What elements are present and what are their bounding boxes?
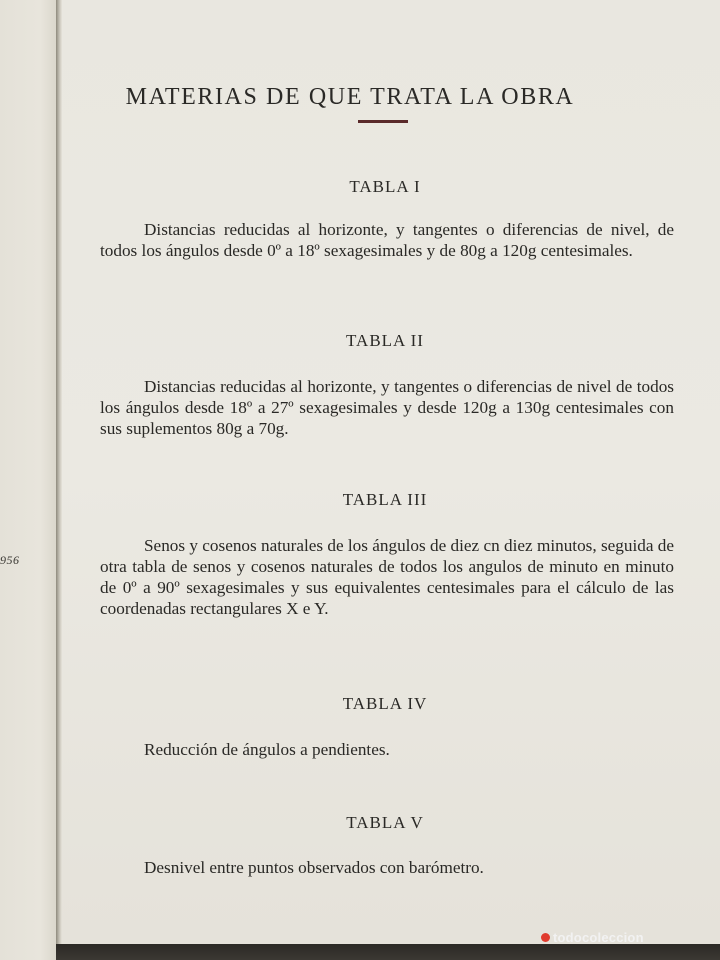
left-page-number: 956 xyxy=(0,553,20,567)
section-heading-tabla-5: TABLA V xyxy=(346,813,424,832)
section-heading-tabla-1: TABLA I xyxy=(349,177,421,196)
section-heading-tabla-3: TABLA III xyxy=(342,490,428,509)
book-page xyxy=(62,0,720,944)
section-heading-tabla-2: TABLA II xyxy=(346,331,424,350)
page-title: MATERIAS DE QUE TRATA LA OBRA xyxy=(125,84,575,110)
title-rule xyxy=(358,120,408,123)
section-text-tabla-4: Reducción de ángulos a pendientes. xyxy=(144,740,390,759)
todocoleccion-logo-icon xyxy=(541,933,550,942)
page-bottom-edge xyxy=(56,944,720,960)
watermark xyxy=(541,930,644,945)
section-text-tabla-2: Distancias reducidas al horizonte, y tangentes o diferencias de nivel de todos los ángulos desde 18º a 27º sexagesimales y desde 120g a 130g centesimales con sus suplementos 80g a 70g. xyxy=(100,377,674,438)
section-text-tabla-5: Desnivel entre puntos observados con barómetro. xyxy=(144,858,484,877)
watermark-text: todocoleccion xyxy=(553,930,644,945)
section-text-tabla-3: Senos y cosenos naturales de los ángulos de diez cn diez minutos, seguida de otra tabla de senos y cosenos naturales de todos los angulos de minuto en minuto de 0º a 90º sexagesimales y sus equivalentes centesimales para el cálculo de las coordenadas rectangulares X e Y. xyxy=(100,536,674,618)
section-heading-tabla-4: TABLA IV xyxy=(342,694,428,713)
section-text-tabla-1: Distancias reducidas al horizonte, y tangentes o diferencias de nivel, de todos los ángulos desde 0º a 18º sexagesimales y de 80g a 120g centesimales. xyxy=(100,220,674,260)
left-page xyxy=(0,0,58,960)
